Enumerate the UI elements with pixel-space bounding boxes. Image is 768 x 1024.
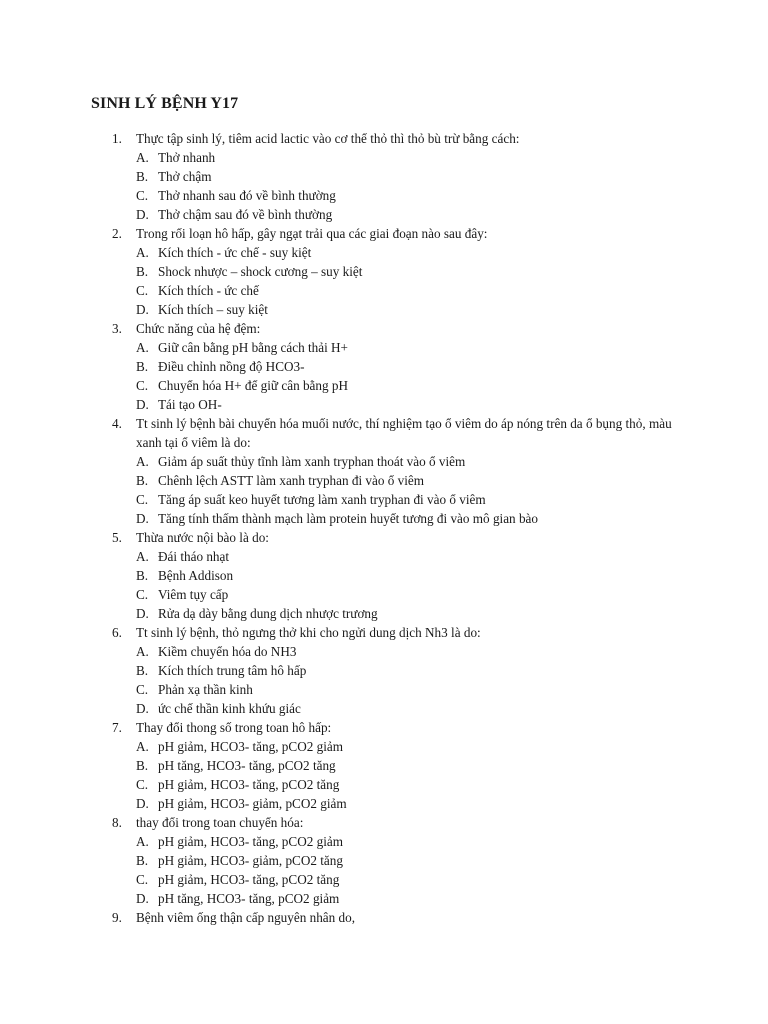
question-text: Tt sinh lý bệnh, thỏ ngưng thở khi cho ngửi dung dịch Nh3 là do: [136, 625, 481, 640]
option-letter: C. [136, 378, 149, 393]
option-text: Kích thích trung tâm hô hấp [158, 663, 307, 678]
answer-option [0, 281, 768, 300]
answer-option [0, 775, 768, 794]
question-item [0, 224, 768, 319]
question-item [0, 718, 768, 813]
option-letter: C. [136, 872, 149, 887]
question-number: 5. [112, 530, 122, 545]
answer-option [0, 794, 768, 813]
question-text: Bệnh viêm ống thận cấp nguyên nhân do, [136, 910, 356, 925]
question-number: 2. [112, 226, 122, 241]
option-text: Kích thích - ức chế [158, 283, 259, 298]
option-letter: D. [136, 606, 149, 621]
answer-option [0, 471, 768, 490]
option-letter: B. [136, 853, 149, 868]
option-text: Tái tạo OH- [158, 397, 222, 412]
question-item [0, 623, 768, 718]
option-text: Tăng áp suất keo huyết tương làm xanh tryphan đi vào ổ viêm [158, 492, 486, 507]
answer-option [0, 167, 768, 186]
question-number: 8. [112, 815, 122, 830]
option-text: Kích thích – suy kiệt [158, 302, 268, 317]
option-letter: B. [136, 359, 149, 374]
document-title: SINH LÝ BỆNH Y17 [91, 95, 239, 112]
answer-option [0, 680, 768, 699]
question-item [0, 319, 768, 414]
question-text: Thay đổi thong số trong toan hô hấp: [136, 720, 332, 735]
option-letter: A. [136, 834, 149, 849]
question-number: 6. [112, 625, 122, 640]
question-text: Trong rối loạn hô hấp, gây ngạt trải qua các giai đoạn nào sau đây: [136, 226, 488, 241]
answer-option [0, 452, 768, 471]
option-letter: B. [136, 663, 149, 678]
option-letter: B. [136, 568, 149, 583]
answer-option [0, 395, 768, 414]
answer-option [0, 205, 768, 224]
option-text: Thở chậm sau đó về bình thường [158, 207, 333, 222]
option-text: pH giảm, HCO3- tăng, pCO2 tăng [158, 872, 340, 887]
option-letter: A. [136, 454, 149, 469]
option-text: pH tăng, HCO3- tăng, pCO2 giảm [158, 891, 340, 906]
option-letter: B. [136, 758, 149, 773]
option-text: Điều chỉnh nồng độ HCO3- [158, 359, 305, 374]
option-letter: C. [136, 492, 149, 507]
question-text: thay đổi trong toan chuyển hóa: [136, 815, 304, 830]
answer-option [0, 357, 768, 376]
option-text: Chuyển hóa H+ để giữ cân bằng pH [158, 378, 349, 393]
option-letter: D. [136, 796, 149, 811]
option-letter: A. [136, 150, 149, 165]
option-list [0, 547, 768, 623]
answer-option [0, 566, 768, 585]
option-letter: D. [136, 701, 149, 716]
option-letter: C. [136, 682, 149, 697]
option-text: Thở chậm [158, 169, 212, 184]
option-letter: B. [136, 473, 149, 488]
question-item [0, 129, 768, 224]
option-letter: B. [136, 169, 149, 184]
question-item [0, 813, 768, 908]
answer-option [0, 243, 768, 262]
question-number: 7. [112, 720, 122, 735]
option-text: pH giảm, HCO3- giảm, pCO2 tăng [158, 853, 343, 868]
option-letter: D. [136, 302, 149, 317]
answer-option [0, 376, 768, 395]
answer-option [0, 832, 768, 851]
option-list [0, 832, 768, 908]
question-text: Thực tập sinh lý, tiêm acid lactic vào cơ thể thỏ thì thỏ bù trừ bằng cách: [136, 131, 520, 146]
answer-option [0, 186, 768, 205]
option-letter: D. [136, 511, 149, 526]
question-item [0, 414, 768, 528]
option-text: Thở nhanh sau đó về bình thường [158, 188, 336, 203]
answer-option [0, 604, 768, 623]
option-letter: D. [136, 207, 149, 222]
option-text: ức chế thần kinh khứu giác [158, 701, 301, 716]
answer-option [0, 300, 768, 319]
option-list [0, 338, 768, 414]
option-text: pH tăng, HCO3- tăng, pCO2 tăng [158, 758, 336, 773]
option-text: Shock nhược – shock cương – suy kiệt [158, 264, 363, 279]
question-list [0, 129, 768, 927]
option-text: pH giảm, HCO3- tăng, pCO2 tăng [158, 777, 340, 792]
option-text: Giảm áp suất thủy tĩnh làm xanh tryphan thoát vào ổ viêm [158, 454, 466, 469]
option-letter: C. [136, 283, 149, 298]
option-letter: A. [136, 245, 149, 260]
option-list [0, 642, 768, 718]
option-letter: A. [136, 644, 149, 659]
question-text: Tt sinh lý bệnh bài chuyển hóa muối nước, thí nghiệm tạo ổ viêm do áp nóng trên da ổ bụng thỏ, màu xanh tại ổ viêm là do: [136, 416, 672, 450]
answer-option [0, 889, 768, 908]
option-text: Thở nhanh [158, 150, 216, 165]
option-text: Giữ cân bằng pH bằng cách thải H+ [158, 340, 348, 355]
option-text: Bệnh Addison [158, 568, 234, 583]
option-text: pH giảm, HCO3- giảm, pCO2 giảm [158, 796, 347, 811]
answer-option [0, 870, 768, 889]
question-number: 3. [112, 321, 122, 336]
option-text: Kiềm chuyển hóa do NH3 [158, 644, 297, 659]
option-letter: A. [136, 340, 149, 355]
option-text: Kích thích - ức chế - suy kiệt [158, 245, 312, 260]
answer-option [0, 547, 768, 566]
answer-option [0, 642, 768, 661]
answer-option [0, 585, 768, 604]
option-list [0, 452, 768, 528]
option-letter: C. [136, 777, 149, 792]
answer-option [0, 756, 768, 775]
question-item [0, 908, 768, 927]
option-letter: C. [136, 188, 149, 203]
answer-option [0, 851, 768, 870]
option-letter: B. [136, 264, 149, 279]
option-list [0, 737, 768, 813]
option-text: Viêm tụy cấp [158, 587, 229, 602]
option-letter: D. [136, 891, 149, 906]
option-text: pH giảm, HCO3- tăng, pCO2 giảm [158, 739, 343, 754]
answer-option [0, 699, 768, 718]
option-letter: A. [136, 549, 149, 564]
option-text: Chênh lệch ASTT làm xanh tryphan đi vào ổ viêm [158, 473, 425, 488]
question-text: Chức năng của hệ đệm: [136, 321, 261, 336]
option-text: Phản xạ thần kinh [158, 682, 253, 697]
option-list [0, 243, 768, 319]
option-letter: C. [136, 587, 149, 602]
option-letter: D. [136, 397, 149, 412]
answer-option [0, 509, 768, 528]
option-text: Tăng tính thấm thành mạch làm protein huyết tương đi vào mô gian bào [158, 511, 538, 526]
option-list [0, 148, 768, 224]
option-text: pH giảm, HCO3- tăng, pCO2 giảm [158, 834, 343, 849]
question-text: Thừa nước nội bào là do: [136, 530, 269, 545]
answer-option [0, 661, 768, 680]
question-number: 9. [112, 910, 122, 925]
answer-option [0, 737, 768, 756]
answer-option [0, 338, 768, 357]
question-number: 4. [112, 416, 122, 431]
answer-option [0, 262, 768, 281]
answer-option [0, 148, 768, 167]
option-letter: A. [136, 739, 149, 754]
option-text: Đái tháo nhạt [158, 549, 230, 564]
question-number: 1. [112, 131, 122, 146]
answer-option [0, 490, 768, 509]
question-item [0, 528, 768, 623]
option-text: Rửa dạ dày bằng dung dịch nhược trương [158, 606, 378, 621]
